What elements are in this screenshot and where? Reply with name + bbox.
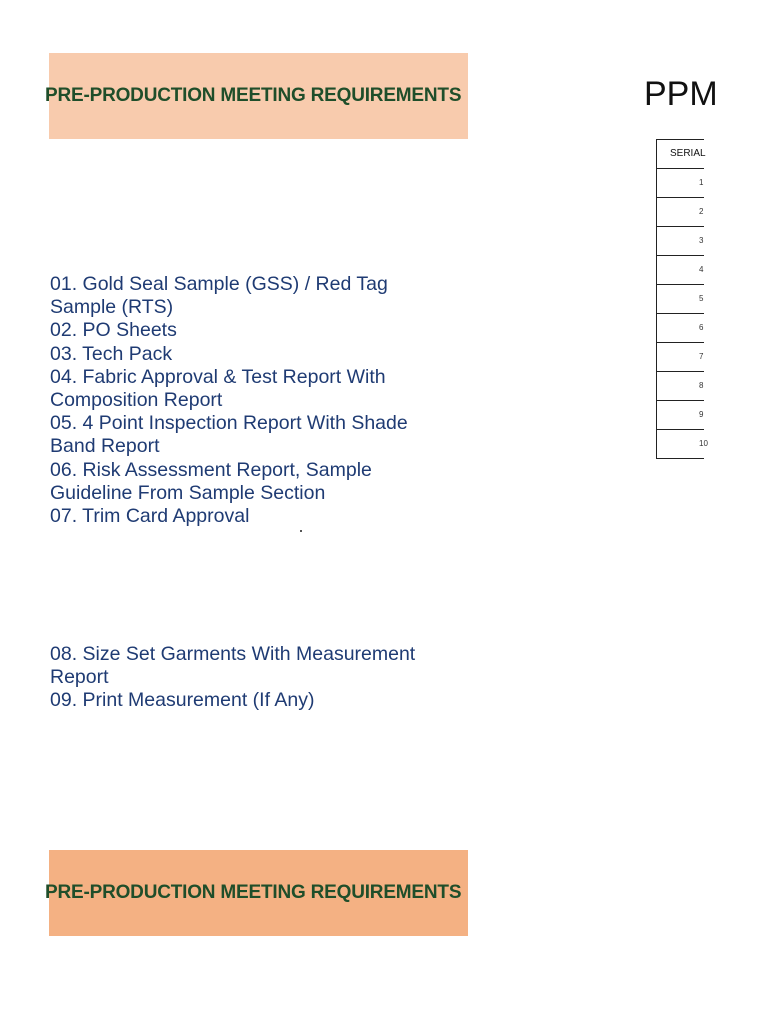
list-item: 09. Print Measurement (If Any) [50, 689, 315, 712]
list-item: Guideline From Sample Section [50, 481, 326, 504]
serial-table [656, 139, 708, 459]
list-item: Composition Report [50, 389, 223, 412]
table-row [657, 227, 704, 256]
serial-number: 4 [699, 265, 704, 274]
requirements-list-part1 [50, 273, 470, 528]
serial-number: 8 [699, 381, 704, 390]
bottom-banner [45, 850, 468, 936]
list-item: 04. Fabric Approval & Test Report With [50, 365, 386, 388]
table-row [657, 285, 704, 314]
table-row [657, 169, 704, 198]
serial-number: 1 [699, 178, 704, 187]
stray-mark [300, 530, 302, 532]
table-row [657, 401, 704, 430]
top-banner [45, 53, 468, 139]
list-item: 07. Trim Card Approval [50, 505, 250, 528]
list-item: 03. Tech Pack [50, 342, 173, 365]
list-item: Report [50, 666, 109, 689]
list-item: 08. Size Set Garments With Measurement [50, 643, 416, 665]
list-item: 01. Gold Seal Sample (GSS) / Red Tag [50, 273, 388, 295]
serial-number: 5 [699, 294, 704, 303]
serial-number: 9 [699, 410, 704, 419]
list-item: 02. PO Sheets [50, 319, 177, 342]
table-row [657, 314, 704, 343]
table-row [657, 372, 704, 401]
serial-number: 2 [699, 207, 704, 216]
serial-number: 10 [699, 439, 708, 448]
serial-number: 6 [699, 323, 704, 332]
table-row [657, 343, 704, 372]
list-item: Sample (RTS) [50, 296, 174, 319]
requirements-list-part2 [50, 643, 470, 713]
table-row [657, 430, 708, 459]
serial-number: 3 [699, 236, 704, 245]
list-item: 05. 4 Point Inspection Report With Shade [50, 412, 408, 435]
list-item: 06. Risk Assessment Report, Sample [50, 458, 372, 481]
table-header-serial: SERIAL [657, 140, 704, 169]
table-row [657, 198, 704, 227]
bottom-banner-title: PRE-PRODUCTION MEETING REQUIREMENTS [45, 882, 462, 903]
serial-number: 7 [699, 352, 704, 361]
list-item: Band Report [50, 435, 160, 458]
ppm-title: PPM [644, 75, 718, 113]
top-banner-title: PRE-PRODUCTION MEETING REQUIREMENTS [45, 85, 462, 106]
table-row [657, 256, 704, 285]
